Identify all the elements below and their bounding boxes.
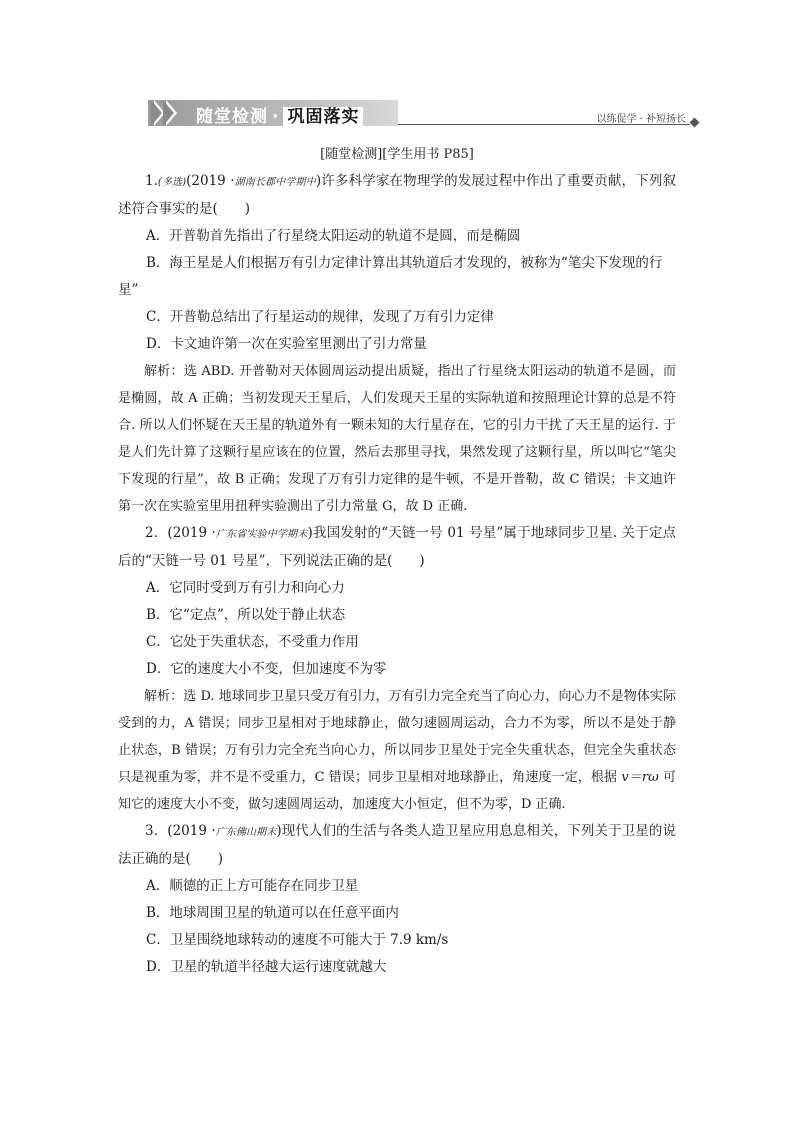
question-1-stem bbox=[118, 168, 676, 223]
question-text: 许多科学家在物理学的发展过程中作出了重要贡献，下列叙述符合事实的是( ) bbox=[118, 173, 676, 217]
question-source: 湖南长郡中学期中 bbox=[234, 177, 316, 188]
option-d: D．它的速度大小不变，但加速度不为零 bbox=[146, 661, 387, 677]
chevron-right-icon bbox=[163, 100, 174, 126]
banner-title-sub: 巩固落实 bbox=[283, 107, 363, 127]
banner-title-main: 随堂检测 bbox=[196, 107, 268, 127]
question-tag: (多选) bbox=[157, 177, 187, 188]
question-3-stem bbox=[118, 818, 676, 873]
question-source: 广东省实验中学期末 bbox=[215, 529, 308, 540]
question-1-analysis: 解析：选 ABD. 开普勒对天体圆周运动提出质疑，指出了行星绕太阳运动的轨道不是圆，而是椭圆，故 A 正确；当初发现天王星后，人们发现天王星的实际轨道和按照理论计算的总是不符合. 所以人们怀疑在天王星的轨道外有一颗未知的大行星存在，它的引力干扰了天王星的运行. 于是人们先计算了这颗行星应该在的位置，然后去那里寻找，果然发现了这颗行星，所以叫它“笔尖下发现的行星”，故 B 正确；发现了万有引力定律的是牛顿，不是开普勒，故 C 错误；卡文迪许第一次在实验室里用扭秤实验测出了引力常量 G，故 D 正确. bbox=[118, 364, 676, 514]
question-2-stem bbox=[118, 520, 676, 575]
banner-title-dot: · bbox=[272, 107, 280, 127]
question-text: 我国发射的“天链一号 01 号星”属于地球同步卫星. 关于定点后的“天链一号 01 号星”，下列说法正确的是( ) bbox=[118, 525, 676, 569]
banner-slogan: 以练促学 · 补短扬长 bbox=[596, 114, 686, 125]
chevron-right-icon bbox=[151, 100, 162, 126]
question-list bbox=[118, 168, 676, 981]
option-a: A．顺德的正上方可能存在同步卫星 bbox=[146, 878, 359, 894]
question-number: 1. bbox=[145, 173, 158, 189]
question-number: 2． bbox=[145, 525, 168, 541]
option-c: C．卫星围绕地球转动的速度不可能大于 7.9 km/s bbox=[146, 932, 449, 948]
source-prefix: (2019 · bbox=[167, 823, 216, 839]
source-suffix: ) bbox=[276, 823, 282, 839]
option-a: A．它同时受到万有引力和向心力 bbox=[146, 580, 345, 596]
option-c: C．它处于失重状态，不受重力作用 bbox=[146, 634, 359, 650]
source-prefix: (2019 · bbox=[167, 525, 216, 541]
analysis-text: 解析：选 D. 地球同步卫星只受万有引力，万有引力完全充当了向心力，向心力不是物体实际受到的力，A 错误；同步卫星相对于地球静止，做匀速圆周运动，合力不为零，所以不是处于静止状态，B 错误；万有引力完全充当向心力，所以同步卫星处于完全失重状态，但完全失重状态只是视重为零，并不是不受重力，C 错误；同步卫星相对地球静止，角速度一定，根据 bbox=[118, 689, 676, 785]
diamond-icon bbox=[690, 118, 700, 128]
section-banner bbox=[148, 100, 698, 126]
section-heading: [随堂检测][学生用书 P85] bbox=[320, 147, 474, 162]
banner-title bbox=[196, 102, 363, 127]
option-b: B．它“定点”，所以处于静止状态 bbox=[146, 607, 346, 623]
question-number: 3． bbox=[145, 823, 168, 839]
source-suffix: ) bbox=[307, 525, 313, 541]
source-suffix: ) bbox=[315, 173, 322, 189]
question-2-analysis bbox=[118, 683, 676, 818]
option-d: D．卫星的轨道半径越大运行速度就越大 bbox=[146, 959, 387, 975]
option-d: D．卡文迪许第一次在实验室里测出了引力常量 bbox=[146, 336, 427, 352]
analysis-formula: v＝rω bbox=[621, 770, 659, 785]
source-prefix: (2019 · bbox=[186, 173, 235, 189]
option-c: C．开普勒总结出了行星运动的规律，发现了万有引力定律 bbox=[146, 309, 494, 325]
option-b: B．海王星是人们根据万有引力定律计算出其轨道后才发现的，被称为“笔尖下发现的行星” bbox=[118, 255, 663, 298]
question-text: 现代人们的生活与各类人造卫星应用息息相关，下列关于卫星的说法正确的是( ) bbox=[118, 823, 676, 867]
analysis-text: 可知它的速度大小不变，做匀速圆周运动，加速度大小恒定，但不为零，D 正确. bbox=[118, 770, 676, 812]
option-a: A．开普勒首先指出了行星绕太阳运动的轨道不是圆，而是椭圆 bbox=[146, 228, 521, 244]
option-b: B．地球周围卫星的轨道可以在任意平面内 bbox=[146, 905, 399, 921]
question-source: 广东佛山期末 bbox=[215, 827, 277, 838]
